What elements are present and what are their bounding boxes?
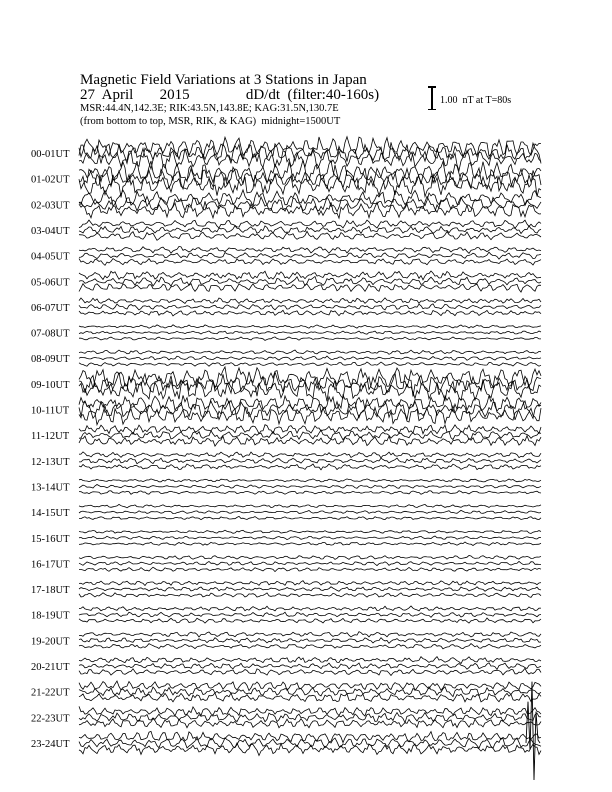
trace-rik	[79, 458, 541, 464]
trace-msr	[79, 310, 541, 316]
trace-kag	[79, 479, 541, 482]
trace-kag	[79, 606, 541, 611]
trace-msr	[79, 719, 541, 728]
trace-kag	[79, 298, 541, 304]
hour-label: 22-23UT	[31, 713, 70, 725]
trace-kag	[79, 581, 541, 586]
trace-msr	[79, 567, 541, 571]
trace-rik	[79, 304, 541, 310]
trace-kag	[79, 504, 541, 507]
trace-kag	[79, 657, 541, 664]
trace-order-line: (from bottom to top, MSR, RIK, & KAG) midnight=1500UT	[80, 116, 341, 127]
scale-label: 1.00 nT at T=80s	[440, 95, 512, 106]
trace-kag	[79, 425, 541, 435]
hour-label: 06-07UT	[31, 302, 70, 314]
trace-kag	[79, 271, 541, 280]
trace-msr	[79, 259, 541, 266]
hour-label: 05-06UT	[31, 277, 70, 289]
hour-label: 21-22UT	[31, 687, 70, 699]
hour-label: 09-10UT	[31, 379, 70, 391]
trace-rik	[79, 561, 541, 565]
trace-rik	[79, 536, 541, 540]
hour-label: 08-09UT	[31, 354, 70, 366]
trace-rik	[79, 587, 541, 592]
hour-label: 13-14UT	[31, 482, 70, 494]
trace-kag	[79, 632, 541, 637]
trace-msr	[79, 464, 541, 470]
trace-msr	[79, 693, 541, 702]
hour-label: 12-13UT	[31, 456, 70, 468]
stations-line: MSR:44.4N,142.3E; RIK:43.5N,143.8E; KAG:31.5N,130.7E	[80, 103, 339, 114]
trace-msr	[79, 516, 541, 519]
trace-kag	[79, 325, 541, 328]
trace-msr	[79, 618, 541, 623]
hour-label: 02-03UT	[31, 200, 70, 212]
trace-rik	[79, 226, 541, 234]
trace-rik	[79, 331, 541, 334]
hour-label: 10-11UT	[31, 405, 70, 417]
trace-kag	[79, 350, 541, 354]
trace-kag	[79, 530, 541, 533]
hour-label: 15-16UT	[31, 533, 70, 545]
trace-rik	[79, 663, 541, 670]
trace-msr	[79, 593, 541, 598]
trace-msr	[79, 231, 541, 240]
trace-kag	[79, 190, 541, 206]
trace-rik	[79, 713, 541, 723]
trace-msr	[79, 542, 541, 546]
trace-rik	[79, 356, 541, 360]
date-filter-line: 27 April 2015 dD/dt (filter:40-160s)	[80, 87, 380, 103]
trace-msr	[79, 644, 541, 649]
hour-label: 03-04UT	[31, 225, 70, 237]
trace-rik	[79, 430, 541, 440]
trace-rik	[79, 252, 541, 259]
trace-msr	[79, 337, 541, 341]
trace-rik	[79, 510, 541, 513]
hour-label: 01-02UT	[31, 174, 70, 186]
trace-msr	[79, 284, 541, 292]
hour-label: 14-15UT	[31, 508, 70, 520]
trace-kag	[79, 556, 541, 560]
trace-msr	[79, 668, 541, 675]
hour-label: 11-12UT	[31, 431, 70, 443]
trace-kag	[79, 452, 541, 458]
hour-label: 17-18UT	[31, 585, 70, 597]
hour-label: 07-08UT	[31, 328, 70, 340]
trace-rik	[79, 485, 541, 489]
hour-label: 04-05UT	[31, 251, 70, 263]
hour-label: 23-24UT	[31, 738, 70, 750]
trace-msr	[79, 362, 541, 366]
trace-msr	[79, 491, 541, 495]
trace-rik	[79, 612, 541, 617]
hour-label: 18-19UT	[31, 610, 70, 622]
trace-rik	[79, 638, 541, 644]
hour-label: 19-20UT	[31, 636, 70, 648]
trace-kag	[79, 706, 541, 716]
hour-label: 16-17UT	[31, 559, 70, 571]
trace-rik	[79, 277, 541, 287]
chart-title: Magnetic Field Variations at 3 Stations in Japan	[80, 72, 367, 88]
hour-label: 20-21UT	[31, 662, 70, 673]
hour-label: 00-01UT	[31, 149, 70, 160]
trace-kag	[79, 246, 541, 253]
trace-kag	[79, 220, 541, 228]
